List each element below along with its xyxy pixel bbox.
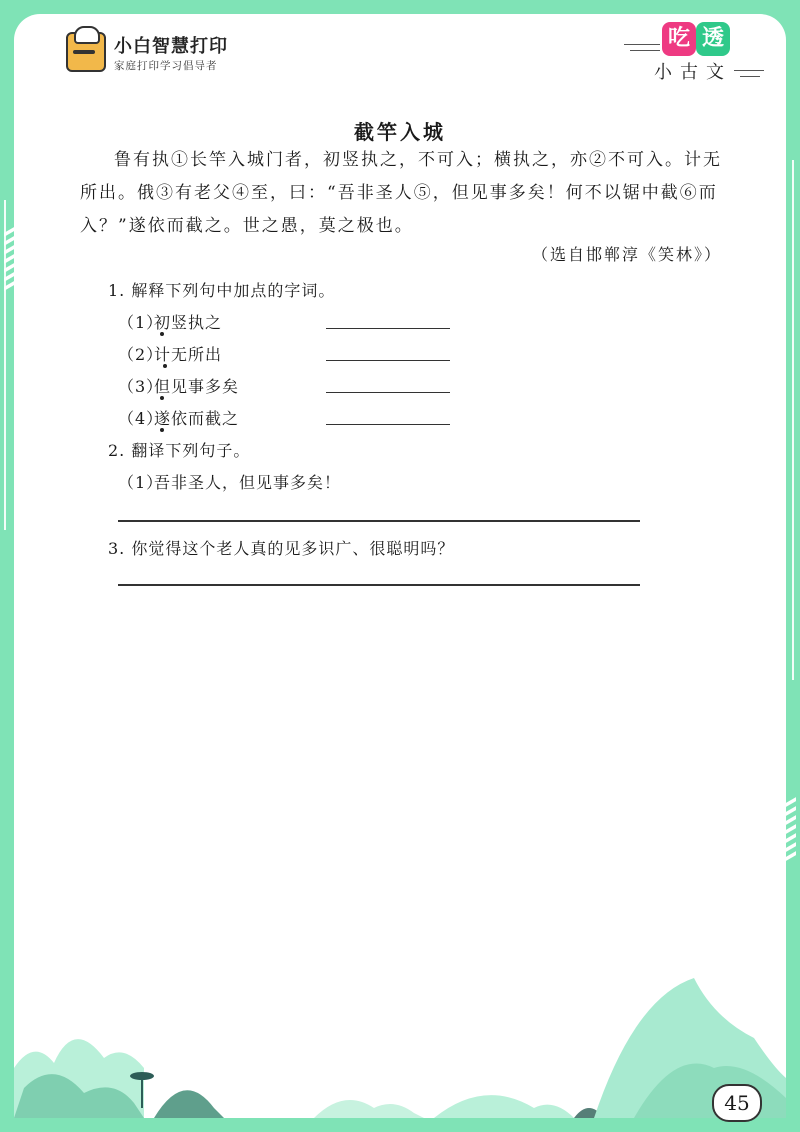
answer-line-q2[interactable] <box>118 520 640 522</box>
logo-subtitle: 家庭打印学习倡导者 <box>114 59 218 72</box>
question-3: 3. 你觉得这个老人真的见多识广、很聪明吗？ <box>108 539 455 558</box>
emphasis-dot <box>163 364 167 368</box>
emphasis-dot <box>160 332 164 336</box>
answer-blank-1[interactable] <box>326 328 450 329</box>
brand-logo <box>66 30 228 74</box>
emphasis-dot <box>160 396 164 400</box>
answer-blank-2[interactable] <box>326 360 450 361</box>
answer-line-q3[interactable] <box>118 584 640 586</box>
passage-source: （选自邯郸淳《笑林》） <box>531 245 722 264</box>
q1-item-4: （4）遂依而截之 <box>118 409 240 428</box>
q1-item-2: （2）计无所出 <box>118 345 223 364</box>
emphasis-dot <box>160 428 164 432</box>
question-1: 1. 解释下列句中加点的字词。 <box>108 281 336 300</box>
brand-bubble-tou: 透 <box>696 22 730 56</box>
passage-paragraph: 鲁有执①长竿入城门者，初竖执之，不可入；横执之，亦②不可入。计无所出。俄③有老父④至，曰：“吾非圣人⑤，但见事多矣！何不以锯中截⑥而入？”遂依而截之。世之愚，莫之极也。 <box>80 150 722 236</box>
series-brand <box>624 14 774 83</box>
passage-title: 截竿入城 <box>354 120 446 144</box>
logo-title: 小白智慧打印 <box>114 35 228 57</box>
mountain-landscape-illustration <box>14 958 786 1118</box>
q1-item-3: （3）但见事多矣 <box>118 377 240 396</box>
brand-title: 小古文 <box>654 62 732 83</box>
answer-blank-3[interactable] <box>326 392 450 393</box>
q1-item-1: （1）初竖执之 <box>118 313 223 332</box>
frame-stripes-right <box>786 800 796 863</box>
printer-mascot-icon <box>66 32 106 72</box>
q2-item-1: （1）吾非圣人，但见事多矣！ <box>118 473 342 492</box>
frame-stripes-left <box>4 230 14 293</box>
question-2: 2. 翻译下列句子。 <box>108 441 251 460</box>
page-number: 45 <box>712 1084 762 1122</box>
brand-bubble-chi: 吃 <box>662 22 696 56</box>
answer-blank-4[interactable] <box>326 424 450 425</box>
frame-decoration-right <box>792 160 794 680</box>
